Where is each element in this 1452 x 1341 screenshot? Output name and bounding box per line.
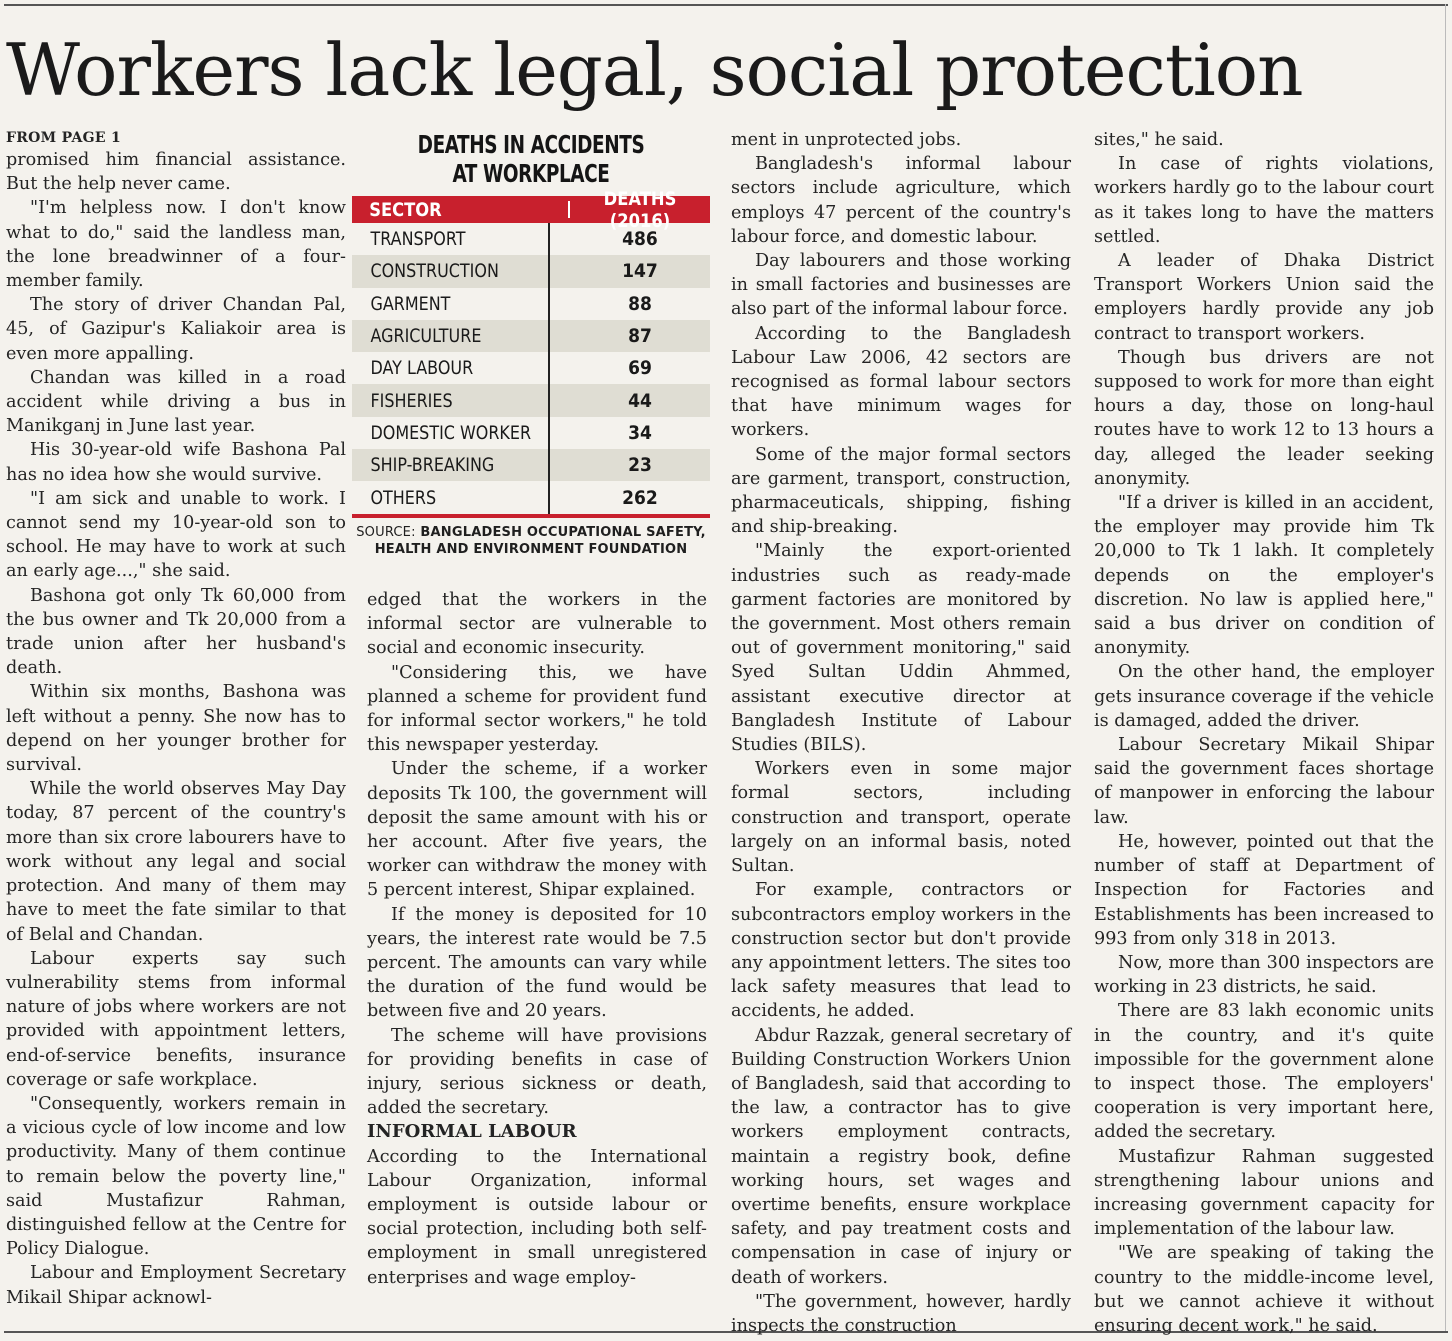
sector-cell: DAY LABOUR (370, 357, 474, 380)
sector-cell: TRANSPORT (370, 228, 466, 251)
paragraph: A leader of Dhaka District Transport Workers Union said the employers hardly provide any job contract to transport workers. (1094, 251, 1434, 344)
paragraph: According to the Bangladesh Labour Law 2006, 42 sectors are recognised as formal labour sectors that have minimum wages for workers. (731, 323, 1071, 441)
subhead-informal-labour: INFORMAL LABOUR (367, 1121, 577, 1143)
deaths-cell: 88 (628, 292, 652, 315)
paragraph: He, however, pointed out that the number of staff at Department of Inspection for Factories and Establishments has been increased to 993 from only 318 in 2013. (1094, 831, 1434, 949)
table-title (384, 130, 678, 188)
deaths-cell: 44 (628, 389, 652, 412)
paragraph: The story of driver Chandan Pal, 45, of Gazipur's Kaliakoir area is even more appalling. (6, 295, 346, 364)
paragraph: "We are speaking of taking the country to the middle-income level, but we cannot achieve it without ensuring decent work," he said. (1094, 1243, 1434, 1336)
paragraph: Labour experts say such vulnerability stems from informal nature of jobs where workers are not provided with appointment letters, end-of-service benefits, insurance coverage or safe workplace. (6, 948, 346, 1090)
paragraph: While the world observes May Day today, 87 percent of the country's more than six crore labourers have to work without any legal and social protection. And many of them may have to meet the fate similar to that of Belal and Chandan. (6, 779, 346, 945)
sector-cell: FISHERIES (370, 389, 453, 412)
paragraph: "If a driver is killed in an accident, the employer may provide him Tk 20,000 to Tk 1 lakh. It completely depends on the employer's discretion. No law is applied here," said a bus driver on condition of anonymity. (1094, 493, 1434, 659)
table-row (352, 384, 710, 416)
article-column-1 (6, 128, 346, 1310)
source-label: SOURCE: (356, 524, 416, 540)
paragraph: "I'm helpless now. I don't know what to do," said the landless man, the lone breadwinner of a four-member family. (6, 198, 346, 292)
paragraph: Though bus drivers are not supposed to work for more than eight hours a day, those on long-haul routes have to work 12 to 13 hours a day, alleged the leader seeking anonymity. (1094, 347, 1434, 489)
paragraph: Labour and Employment Secretary Mikail Shipar acknowl- (6, 1263, 346, 1308)
article-column-4 (1094, 128, 1434, 1338)
sector-cell: OTHERS (370, 486, 437, 509)
column-divider (548, 223, 550, 514)
paragraph: Within six months, Bashona was left without a penny. She now has to depend on her younger brother for survival. (6, 682, 346, 776)
headline: Workers lack legal, social protection (6, 28, 1303, 112)
paragraph: There are 83 lakh economic units in the country, and it's quite impossible for the government alone to inspect those. The employers' cooperation is very important here, added the secretary. (1094, 1001, 1434, 1143)
table-title-line-2: AT WORKPLACE (452, 159, 610, 188)
sector-cell: CONSTRUCTION (370, 260, 499, 283)
table-row (352, 255, 710, 287)
paragraph: promised him financial assistance. But the help never came. (6, 150, 346, 195)
paragraph: "Consequently, workers remain in a vicious cycle of low income and low productivity. Many of them continue to remain below the poverty line," said Mustafizur Rahman, distinguished fellow at the Centre for Policy Dialogue. (6, 1093, 346, 1260)
sector-cell: SHIP-BREAKING (370, 454, 495, 477)
top-rule (4, 4, 1448, 6)
deaths-cell: 486 (622, 228, 658, 251)
paragraph: His 30-year-old wife Bashona Pal has no idea how she would survive. (6, 440, 346, 485)
table-row (352, 288, 710, 320)
paragraph: Now, more than 300 inspectors are working in 23 districts, he said. (1094, 952, 1434, 998)
paragraph: On the other hand, the employer gets insurance coverage if the vehicle is damaged, added the driver. (1094, 662, 1434, 731)
table-title-line-1: DEATHS IN ACCIDENTS (417, 130, 645, 159)
paragraph: Bangladesh's informal labour sectors include agriculture, which employs 47 percent of the country's labour force, and domestic labour. (731, 154, 1071, 247)
paragraph: Labour Secretary Mikail Shipar said the government faces shortage of manpower in enforcing the labour law. (1094, 735, 1434, 828)
paragraph: "Mainly the export-oriented industries such as ready-made garment factories are monitored by the government. Most others remain out of government monitoring," said Syed Sultan Uddin Ahmmed, assistant executive director at Bangladesh Institute of Labour Studies (BILS). (731, 541, 1071, 756)
sector-cell: DOMESTIC WORKER (370, 421, 532, 444)
paragraph: Some of the major formal sectors are garment, transport, construction, pharmaceuticals, shipping, fishing and ship-breaking. (731, 444, 1071, 538)
deaths-cell: 147 (622, 260, 658, 283)
paragraph: "Considering this, we have planned a scheme for provident fund for informal sector workers," he told this newspaper yesterday. (367, 662, 707, 756)
paragraph: sites," he said. (1094, 130, 1224, 150)
paragraph: Mustafizur Rahman suggested strengthening labour unions and increasing government capacity for implementation of the labour law. (1094, 1146, 1434, 1240)
header-sector: SECTOR (369, 198, 442, 221)
sector-cell: AGRICULTURE (370, 325, 482, 348)
paragraph: ment in unprotected jobs. (731, 130, 962, 150)
sector-cell: GARMENT (370, 292, 451, 315)
paragraph: Workers even in some major formal sectors, including construction and transport, operate largely on an informal basis, noted Sultan. (731, 759, 1071, 877)
deaths-cell: 69 (628, 357, 652, 380)
table-row (352, 320, 710, 352)
table-source (352, 524, 710, 558)
table-row (352, 223, 710, 255)
paragraph: For example, contractors or subcontractors employ workers in the construction sector but don't provide any appointment letters. The sites too lack safety measures that lead to accidents, he added. (731, 880, 1071, 1022)
deaths-cell: 23 (628, 454, 652, 477)
deaths-table (352, 187, 710, 518)
from-page-label: FROM PAGE 1 (6, 130, 122, 146)
paragraph: The scheme will have provisions for providing benefits in case of injury, serious sickness or death, added the secretary. (367, 1025, 707, 1119)
paragraph: In case of rights violations, workers hardly go to the labour court as it takes long to have the matters settled. (1094, 154, 1434, 247)
paragraph: If the money is deposited for 10 years, the interest rate would be 7.5 percent. The amounts can vary while the duration of the fund would be between five and 20 years. (367, 904, 707, 1022)
deaths-cell: 34 (628, 421, 652, 444)
header-deaths: DEATHS (2016) (603, 187, 677, 232)
table-row (352, 417, 710, 449)
deaths-cell: 87 (628, 325, 652, 348)
table-body (352, 223, 710, 514)
paragraph: edged that the workers in the informal sector are vulnerable to social and economic insecurity. (367, 590, 707, 659)
table-row (352, 352, 710, 384)
right-rule (1445, 4, 1446, 1333)
paragraph: Abdur Razzak, general secretary of Building Construction Workers Union of Bangladesh, said that according to the law, a contractor has to give workers employment contracts, maintain a registry book, define working hours, set wages and overtime benefits, ensure workplace safety, and pay treatment costs and compensation in case of injury or death of workers. (731, 1025, 1071, 1288)
source-text: BANGLADESH OCCUPATIONAL SAFETY, HEALTH AND ENVIRONMENT FOUNDATION (374, 524, 706, 557)
paragraph: Chandan was killed in a road accident while driving a bus in Manikganj in June last year. (6, 367, 346, 437)
deaths-table-graphic (352, 128, 710, 558)
paragraph: "The government, however, hardly inspects the construction (731, 1291, 1071, 1336)
paragraph: According to the International Labour Organization, informal employment is outside labour or social protection, including both self-employment in small unregistered enterprises and wage employ- (367, 1146, 707, 1288)
deaths-cell: 262 (622, 486, 658, 509)
paragraph: "I am sick and unable to work. I cannot send my 10-year-old son to school. He may have to work at such an early age...," she said. (6, 488, 346, 582)
paragraph: Bashona got only Tk 60,000 from the bus owner and Tk 20,000 from a trade union after her husband's death. (6, 585, 346, 679)
table-row (352, 449, 710, 481)
article-column-2 (367, 588, 707, 1290)
table-header (352, 187, 710, 232)
header-divider (568, 201, 570, 218)
table-row (352, 481, 710, 513)
article-column-3 (731, 128, 1071, 1338)
paragraph: Under the scheme, if a worker deposits Tk 100, the government will deposit the same amount with his or her account. After five years, the worker can withdraw the money with 5 percent interest, Shipar explained. (367, 759, 707, 901)
paragraph: Day labourers and those working in small factories and businesses are also part of the informal labour force. (731, 251, 1071, 320)
